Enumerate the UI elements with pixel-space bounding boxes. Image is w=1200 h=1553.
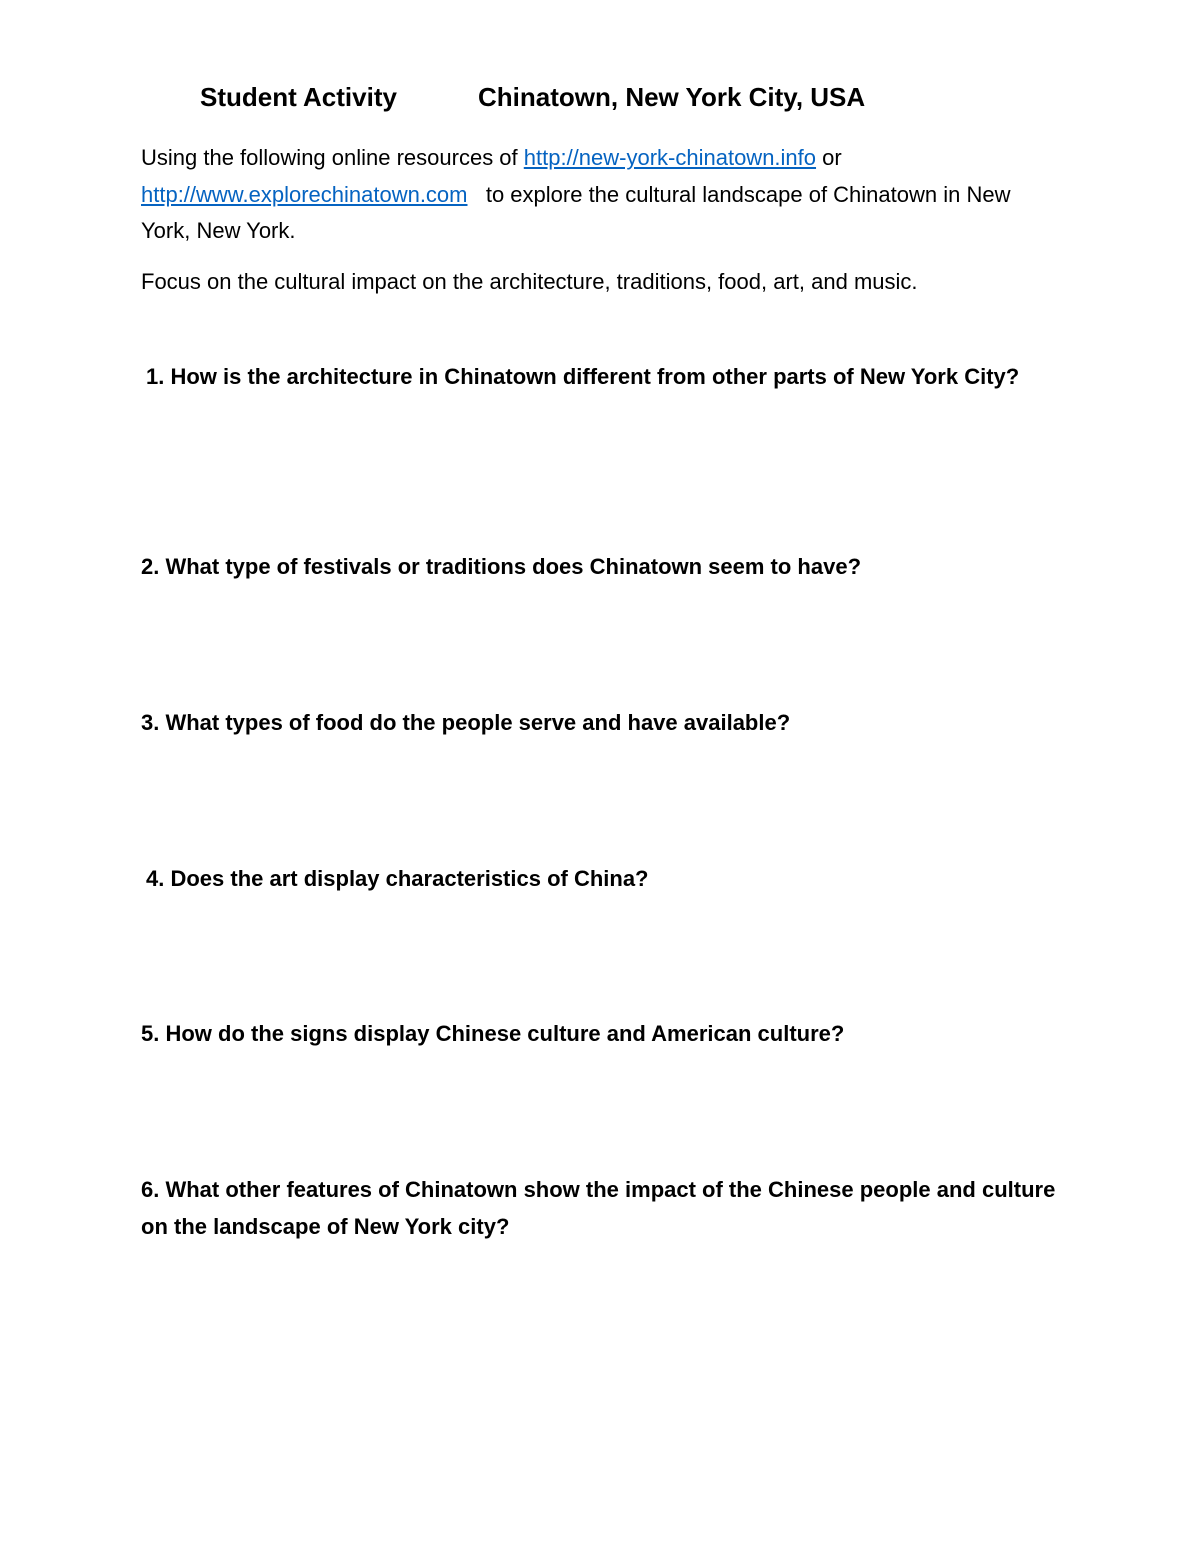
title-student-activity: Student Activity [200, 82, 397, 112]
question-2: 2. What type of festivals or traditions does Chinatown seem to have? [141, 554, 862, 579]
link-new-york-chinatown[interactable]: http://new-york-chinatown.info [523, 145, 817, 170]
intro-paragraph [141, 140, 1061, 250]
question-3: 3. What types of food do the people serve and have available? [141, 710, 791, 735]
title-location: Chinatown, New York City, USA [478, 82, 866, 112]
focus-paragraph: Focus on the cultural impact on the architecture, traditions, food, art, and music. [141, 269, 918, 294]
page-title [200, 82, 866, 113]
intro-text-end: to explore the cultural landscape of Chinatown in New York, New York. [141, 181, 1017, 243]
intro-text-or: or [816, 145, 842, 170]
question-1: 1. How is the architecture in Chinatown different from other parts of New York City? [146, 364, 1020, 389]
question-4: 4. Does the art display characteristics of China? [146, 866, 649, 891]
intro-text-start: Using the following online resources of [141, 145, 524, 170]
question-5: 5. How do the signs display Chinese culture and American culture? [141, 1021, 845, 1046]
question-6: 6. What other features of Chinatown show the impact of the Chinese people and culture on the landscape of New York city? [141, 1177, 1056, 1239]
link-explore-chinatown[interactable]: http://www.explorechinatown.com [141, 181, 468, 207]
